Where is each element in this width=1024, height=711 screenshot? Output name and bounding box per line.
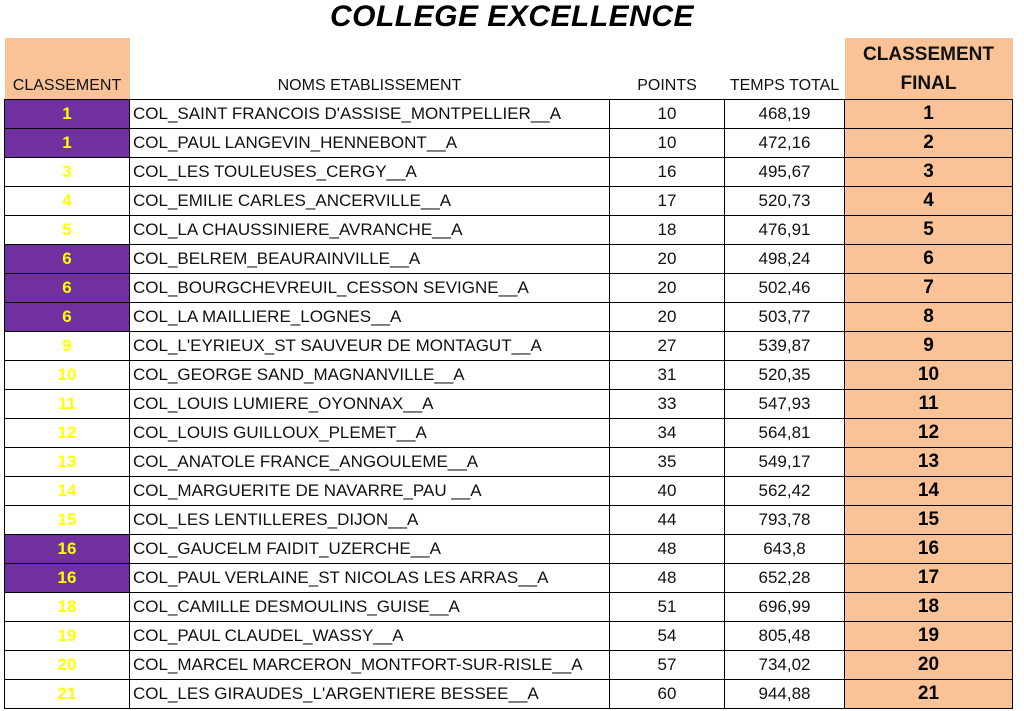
rank-cell: 4 [5,187,130,216]
final-rank-cell: 8 [845,303,1013,332]
points-cell: 44 [610,506,725,535]
total-time-cell: 520,35 [725,361,845,390]
rank-cell: 3 [5,158,130,187]
rank-cell: 11 [5,390,130,419]
total-time-cell: 734,02 [725,651,845,680]
school-name-cell: COL_CAMILLE DESMOULINS_GUISE__A [130,593,610,622]
points-cell: 35 [610,448,725,477]
rank-cell: 21 [5,680,130,709]
final-rank-cell: 9 [845,332,1013,361]
school-name-cell: COL_BELREM_BEAURAINVILLE__A [130,245,610,274]
school-name-cell: COL_LES TOULEUSES_CERGY__A [130,158,610,187]
total-time-cell: 547,93 [725,390,845,419]
total-time-cell: 805,48 [725,622,845,651]
points-cell: 16 [610,158,725,187]
rank-cell: 16 [5,535,130,564]
school-name-cell: COL_PAUL VERLAINE_ST NICOLAS LES ARRAS__A [130,564,610,593]
table-row [5,477,1013,506]
rank-cell: 10 [5,361,130,390]
points-cell: 20 [610,303,725,332]
rank-cell: 9 [5,332,130,361]
school-name-cell: COL_SAINT FRANCOIS D'ASSISE_MONTPELLIER__A [130,100,610,129]
school-name-cell: COL_LA CHAUSSINIERE_AVRANCHE__A [130,216,610,245]
school-name-cell: COL_LOUIS GUILLOUX_PLEMET__A [130,419,610,448]
final-rank-cell: 4 [845,187,1013,216]
school-name-cell: COL_GAUCELM FAIDIT_UZERCHE__A [130,535,610,564]
total-time-cell: 468,19 [725,100,845,129]
table-row [5,506,1013,535]
points-cell: 40 [610,477,725,506]
table-row [5,129,1013,158]
header-final-line2: FINAL [900,72,957,94]
points-cell: 10 [610,129,725,158]
total-time-cell: 476,91 [725,216,845,245]
points-cell: 20 [610,274,725,303]
table-row [5,651,1013,680]
final-rank-cell: 10 [845,361,1013,390]
table-row [5,390,1013,419]
table-row [5,158,1013,187]
total-time-cell: 643,8 [725,535,845,564]
points-cell: 51 [610,593,725,622]
school-name-cell: COL_GEORGE SAND_MAGNANVILLE__A [130,361,610,390]
table-row [5,216,1013,245]
header-noms-etablissement: NOMS ETABLISSEMENT [277,77,462,94]
final-rank-cell: 3 [845,158,1013,187]
total-time-cell: 498,24 [725,245,845,274]
table-row [5,535,1013,564]
header-temps-total: TEMPS TOTAL [729,77,840,94]
rank-cell: 14 [5,477,130,506]
final-rank-cell: 20 [845,651,1013,680]
school-name-cell: COL_LOUIS LUMIERE_OYONNAX__A [130,390,610,419]
school-name-cell: COL_MARGUERITE DE NAVARRE_PAU __A [130,477,610,506]
rank-cell: 16 [5,564,130,593]
school-name-cell: COL_LA MAILLIERE_LOGNES__A [130,303,610,332]
final-rank-cell: 12 [845,419,1013,448]
school-name-cell: COL_LES GIRAUDES_L'ARGENTIERE BESSEE__A [130,680,610,709]
points-cell: 10 [610,100,725,129]
points-cell: 31 [610,361,725,390]
total-time-cell: 503,77 [725,303,845,332]
points-cell: 27 [610,332,725,361]
table-row [5,332,1013,361]
total-time-cell: 564,81 [725,419,845,448]
header-final-line1: CLASSEMENT [863,43,994,65]
school-name-cell: COL_PAUL CLAUDEL_WASSY__A [130,622,610,651]
header-points: POINTS [637,77,697,94]
points-cell: 17 [610,187,725,216]
rank-cell: 15 [5,506,130,535]
points-cell: 34 [610,419,725,448]
rank-cell: 19 [5,622,130,651]
points-cell: 33 [610,390,725,419]
total-time-cell: 562,42 [725,477,845,506]
total-time-cell: 944,88 [725,680,845,709]
school-name-cell: COL_MARCEL MARCERON_MONTFORT-SUR-RISLE__A [130,651,610,680]
school-name-cell: COL_BOURGCHEVREUIL_CESSON SEVIGNE__A [130,274,610,303]
table-row [5,361,1013,390]
header-classement: CLASSEMENT [5,38,130,100]
rank-cell: 6 [5,303,130,332]
school-name-cell: COL_L'EYRIEUX_ST SAUVEUR DE MONTAGUT__A [130,332,610,361]
final-rank-cell: 2 [845,129,1013,158]
points-cell: 54 [610,622,725,651]
points-cell: 20 [610,245,725,274]
points-cell: 57 [610,651,725,680]
total-time-cell: 652,28 [725,564,845,593]
table-row [5,187,1013,216]
points-cell: 48 [610,535,725,564]
header-row [5,38,1013,100]
rank-cell: 5 [5,216,130,245]
final-rank-cell: 7 [845,274,1013,303]
total-time-cell: 793,78 [725,506,845,535]
table-row [5,622,1013,651]
ranking-table [4,38,1013,709]
final-rank-cell: 1 [845,100,1013,129]
final-rank-cell: 11 [845,390,1013,419]
points-cell: 48 [610,564,725,593]
total-time-cell: 549,17 [725,448,845,477]
rank-cell: 1 [5,129,130,158]
final-rank-cell: 6 [845,245,1013,274]
total-time-cell: 539,87 [725,332,845,361]
table-row [5,593,1013,622]
table-row [5,100,1013,129]
table-row [5,245,1013,274]
table-row [5,448,1013,477]
rank-cell: 20 [5,651,130,680]
rank-cell: 13 [5,448,130,477]
table-row [5,564,1013,593]
final-rank-cell: 21 [845,680,1013,709]
final-rank-cell: 5 [845,216,1013,245]
total-time-cell: 495,67 [725,158,845,187]
header-classement-final [845,38,1013,100]
total-time-cell: 696,99 [725,593,845,622]
school-name-cell: COL_EMILIE CARLES_ANCERVILLE__A [130,187,610,216]
final-rank-cell: 16 [845,535,1013,564]
table-row [5,419,1013,448]
table-row [5,274,1013,303]
school-name-cell: COL_LES LENTILLERES_DIJON__A [130,506,610,535]
final-rank-cell: 13 [845,448,1013,477]
rank-cell: 6 [5,274,130,303]
total-time-cell: 502,46 [725,274,845,303]
rank-cell: 18 [5,593,130,622]
page-title: COLLEGE EXCELLENCE [329,0,695,33]
rank-cell: 12 [5,419,130,448]
final-rank-cell: 14 [845,477,1013,506]
total-time-cell: 520,73 [725,187,845,216]
points-cell: 60 [610,680,725,709]
final-rank-cell: 18 [845,593,1013,622]
rank-cell: 1 [5,100,130,129]
table-row [5,680,1013,709]
points-cell: 18 [610,216,725,245]
final-rank-cell: 17 [845,564,1013,593]
school-name-cell: COL_ANATOLE FRANCE_ANGOULEME__A [130,448,610,477]
table-row [5,303,1013,332]
final-rank-cell: 19 [845,622,1013,651]
school-name-cell: COL_PAUL LANGEVIN_HENNEBONT__A [130,129,610,158]
total-time-cell: 472,16 [725,129,845,158]
rank-cell: 6 [5,245,130,274]
final-rank-cell: 15 [845,506,1013,535]
